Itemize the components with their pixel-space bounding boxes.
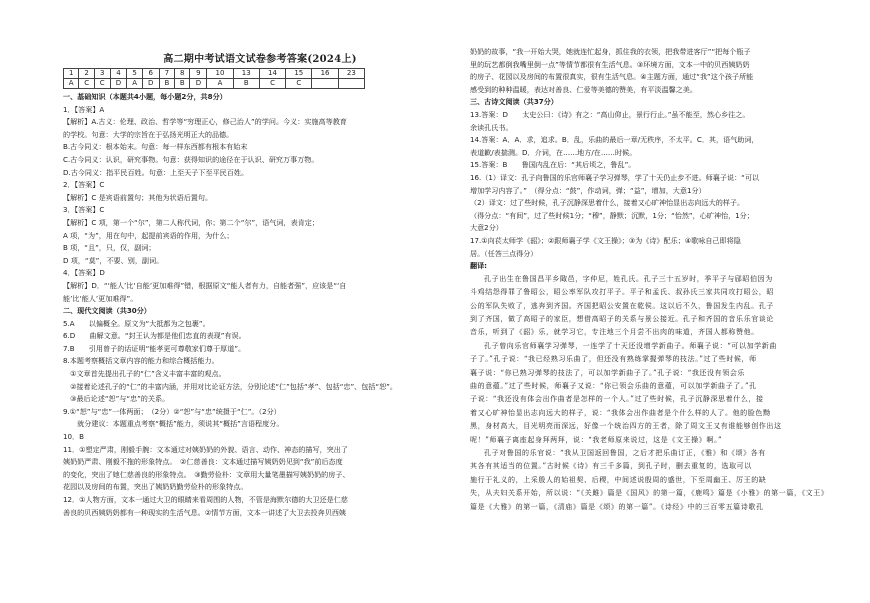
text-line: （2）译文：过了些时候，孔子沉静深思着什么，接着又心旷神怡显出志向远大的样子。 <box>470 198 745 208</box>
text-line: 奶奶的故事，“我一开始大哭，她就连忙起身，抓住我的衣领，把我带进客厅”“把每个瓶子 <box>470 47 751 56</box>
answer-letter-cell: C <box>94 79 110 89</box>
answer-table <box>63 68 365 89</box>
answer-table-number-row <box>64 69 365 79</box>
answer-letter-cell: B <box>175 79 190 89</box>
text-line: 【解析】C 项，第一个“尔”，第二人称代词，你；第二个“尔”，语气词，表肯定； <box>63 217 319 227</box>
text-line: 音乐，听到了《韶》乐，就学习它，专注地三个月尝不出肉的味道，齐国人都称赞他。 <box>470 328 759 337</box>
answer-letter-cell <box>338 79 364 89</box>
text-line: 10．B <box>63 432 84 442</box>
question-number-cell: 6 <box>142 69 159 79</box>
text-line: 【解析】A.古义：伦理、政治、哲学等“穷理正心，修己治人”的学问。今义：实施高等教育 <box>63 117 347 127</box>
text-line: 增加学习内容了。” （得分点：“鼓”，作动词，弹；“益”，增加，大意1分） <box>470 185 706 195</box>
text-line: 呢！”师襄子离座起身拜两拜，说：“我老师原来说过，这是《文王操》啊。” <box>470 435 723 444</box>
text-line: 15.答案：B 鲁国内乱在后：“其后顷之，鲁乱”。 <box>470 160 636 170</box>
text-line: 9.①“恕”与“忠”一体两面； （2分）②“恕”与“忠”统摄于“仁”。（2分） <box>63 406 281 416</box>
text-line: 7.B 引用曾子的话证明“能孝更可尊敬家们尊于厚道”。 <box>63 343 246 353</box>
text-line: 孔子对鲁国的乐官说：“我从卫国返回鲁国，之后才把乐曲订正，《雅》和《颂》各有 <box>484 448 766 457</box>
text-line: D 项，“莫”，不要、别，副词。 <box>63 255 164 265</box>
answer-letter-cell: B <box>159 79 174 89</box>
text-line: B.古今同义：根本始末。句意：每一样东西都有根本有始末 <box>63 142 248 152</box>
question-number-cell: 23 <box>338 69 364 79</box>
question-number-cell: 9 <box>190 69 207 79</box>
text-line: 5.A 以偏概全。原文为“大抵都为之包裹”。 <box>63 318 210 328</box>
text-line: 1．【答案】A <box>63 104 105 114</box>
answer-letter-cell: D <box>142 79 159 89</box>
text-line: 孔子出生在鲁国昌平乡陬邑，字仲尼，姓孔氏。孔子三十五岁时，季平子与郈昭伯因为 <box>484 274 773 283</box>
text-line: （得分点：“有间”，过了些时候1分；“穆”，静默；沉默，1分；“怡然”，心旷神怡，1分； <box>470 210 754 220</box>
text-line: 篇是《大雅》的第一篇，《清庙》篇是《颂》的第一篇”。《诗经》中的三百零五篇诗歌孔 <box>470 502 764 511</box>
answer-letter-cell: C <box>286 79 312 89</box>
question-number-cell: 1 <box>64 69 79 79</box>
answer-table-answer-row <box>64 79 365 89</box>
text-line: 能’比‘能人’更加难得”。 <box>63 293 138 303</box>
answer-letter-cell: A <box>64 79 79 89</box>
question-number-cell: 15 <box>286 69 312 79</box>
text-line: 就分建议：本题重点考察“概括”能力，须说其“概括”言语程度分。 <box>63 419 284 429</box>
text-line: 大意2分） <box>470 223 503 233</box>
text-line: 【解析】D．“‘能人’比‘自能’更加难得”错，根据原文“能人者有力，自能者强”，应该是“‘自 <box>63 280 347 290</box>
text-line: ③最后论述“恕”与“忠”的关系。 <box>63 394 170 404</box>
text-line: 斗鸡结怨得罪了鲁昭公，昭公率军队攻打平子。平子和孟氏、叔孙氏三家共同攻打昭公，昭 <box>470 288 774 297</box>
answer-letter-cell: A <box>127 79 142 89</box>
text-line: 12．①人物方面，文本一通过大卫的眼睛来看周围的人物，不管是海默尔德的大卫还是仁慈 <box>63 495 348 504</box>
question-number-cell: 16 <box>312 69 338 79</box>
page-title: 高二期中考试语文试卷参考答案(2024上) <box>163 54 357 65</box>
text-line: 曲的意蕴。”过了些时候，师襄子又说：“你已领会乐曲的意蕴，可以加学新曲子了。”孔 <box>470 381 757 390</box>
section-heading: 二、现代文阅读（共30分） <box>63 306 151 316</box>
text-line: 6.D 曲解文意。“封王认为都是他们忠直的表现”有误。 <box>63 331 246 341</box>
text-line: 4．【答案】D <box>63 268 105 278</box>
answer-letter-cell <box>312 79 338 89</box>
text-line: 的房子、花园以及房间的布置很真实，很有生活气息。④主题方面，通过“我”这个孩子所能 <box>470 72 754 82</box>
text-line: 表道歉/表揣测。D．介词，在……地方/在……时候。 <box>470 147 637 157</box>
text-line: 里的玩艺都倒我嘴里倒一点”等情节都很有生活气息。③环境方面，文本一中的贝西姨奶奶 <box>470 59 750 69</box>
text-line: 施行于礼义的，上采殷人的始祖契、后稷，中间述说殷周的盛世，下至周幽王、厉王的缺 <box>470 475 767 484</box>
text-line: 公的军队失败了，逃奔到齐国。齐国把昭公安置在乾侯。这以后不久，鲁国发生内乱。孔子 <box>470 301 774 310</box>
text-line: 子了。”孔子说：“我已经熟习乐曲了，但还没有熟练掌握弹琴的技法。”过了些时候，师 <box>470 355 757 364</box>
question-number-cell: 7 <box>159 69 174 79</box>
answer-letter-cell: B <box>233 79 259 89</box>
question-number-cell: 8 <box>175 69 190 79</box>
question-number-cell: 3 <box>94 69 110 79</box>
left-answer-text <box>63 91 441 519</box>
answer-letter-cell: C <box>259 79 285 89</box>
question-number-cell: 10 <box>207 69 233 79</box>
text-line: 花园以及房间的布置，突出了姨奶奶勤劳俭朴的形象特点。 <box>63 482 248 492</box>
question-number-cell: 5 <box>127 69 142 79</box>
text-line: ②接着论述孔子的“仁”的丰富内涵，并用对比论证方法，分别论述“仁”包括“孝”、包括“忠”、包括“恕”。 <box>63 381 397 391</box>
text-line: 16.（1）译文：孔子向鲁国的乐官师襄子学习弹琴，学了十天仍止步不进。师襄子说：“可以 <box>470 172 760 182</box>
text-line: 的学校。句意：大学的宗旨在于弘扬光明正大的品德。 <box>63 129 234 139</box>
question-number-cell: 2 <box>79 69 95 79</box>
text-line: 17.①向苌太师学《韶》；②跟师襄子学《文王操》；③为《诗》配乐；④歌咏自己即将隐 <box>470 235 741 245</box>
text-line: 余读孔氏书。 <box>470 122 513 132</box>
text-line: 3．【答案】C <box>63 205 105 215</box>
text-line: 居。（任答三点得分） <box>470 248 538 258</box>
text-line: 失，从夫妇关系开始，所以说：“《关雎》篇是《国风》的第一篇，《鹿鸣》篇是《小雅》的第一篇，《文王》 <box>470 489 829 498</box>
left-column <box>63 68 441 519</box>
text-line: A 项，“为”，用在句中，起提前宾语的作用，为什么； <box>63 230 234 240</box>
text-line: 善良的贝西姨奶奶都有一种现实的生活气息。②情节方面，文本一讲述了大卫去投奔贝西姨 <box>63 507 347 517</box>
text-line: 13.答案：D 太史公曰：《诗》有之：“高山仰止，景行行止。”虽不能至，然心乡往之。 <box>470 109 750 119</box>
section-heading: 三、古诗文阅读（共37分） <box>470 97 558 107</box>
text-line: D.古今同义：指平民百姓。句意：上至天子下至平民百姓。 <box>63 167 249 177</box>
text-line: 感受到的种种温暖，表达对善良、仁爱等美德的赞美，有平淡温馨之美。 <box>470 84 697 94</box>
text-line: 到了齐国，做了高昭子的家臣，想借高昭子的关系与景公接近。孔子和齐国的音乐乐官谈论 <box>470 314 774 323</box>
text-line: 孔子曾向乐官师襄学习弹琴，一连学了十天还没增学新曲子。师襄子说：“可以加学新曲 <box>484 341 777 350</box>
text-line: 姨奶奶严肃、刚毅不拖的形象特点。 ②仁慈善良：文本通过描写姨奶奶见到“我”前后态度 <box>63 457 343 467</box>
answer-letter-cell: D <box>110 79 127 89</box>
text-line: 14.答案：A．A．求，追求。B．乱，乐曲的最后一章/无秩序，不太平。C．其，语气助词， <box>470 135 759 145</box>
text-line: 的变化，突出了她仁慈善良的形象特点。 ③勤劳俭朴：文章用大量笔墨描写姨奶奶的房子、 <box>63 469 350 479</box>
answer-letter-cell: D <box>190 79 207 89</box>
section-heading: 一、基础知识（本题共4小题，每小题2分，共8分） <box>63 92 227 101</box>
text-line: B 项，“且”，只，仅，副词； <box>63 243 156 253</box>
right-answer-text <box>470 46 842 514</box>
answer-letter-cell: C <box>79 79 95 89</box>
text-line: 子说：“我还没有体会出作曲者是怎样的一个人。”过了些时候，孔子沉静深思着什么，接 <box>470 395 764 404</box>
text-line: 11．①塑定严肃，刚毅手腕：文本通过对姨奶奶的外貌、语言、动作、神态的描写，突出了 <box>63 444 348 454</box>
text-line: 黑，身材高大，目光明亮而深远，好像一个统治四方的王者，除了周文王又有谁能够创作出这 <box>470 422 782 431</box>
text-line: 2．【答案】C <box>63 180 105 190</box>
question-number-cell: 4 <box>110 69 127 79</box>
section-heading: 翻译: <box>470 261 488 271</box>
question-number-cell: 14 <box>259 69 285 79</box>
text-line: 8.本题考察概括文章内容的能力和综合概括能力。 <box>63 356 219 366</box>
text-line: 其各有其适当的位置。”古时候《诗》有三千多篇，到孔子时，删去重复的，选取可以 <box>470 462 752 471</box>
text-line: ①文章首先提出孔子的“仁”含义丰富丰富的观点。 <box>63 369 226 379</box>
text-line: 【解析】C 是宾语前置句；其他为状语后置句。 <box>63 192 213 202</box>
text-line: 襄子说：“你已熟习弹琴的技法了，可以加学新曲子了。”孔子说：“我还没有领会乐 <box>470 368 746 377</box>
right-column <box>470 46 842 514</box>
answer-letter-cell: A <box>207 79 233 89</box>
text-line: 着又心旷神怡显出志向远大的样子，说：“我体会出作曲者是个什么样的人了。他的脸色黝 <box>470 408 771 417</box>
text-line: C.古今同义：认识，研究事物。句意：获得知识的途径在于认识、研究万事万物。 <box>63 154 319 164</box>
question-number-cell: 13 <box>233 69 259 79</box>
